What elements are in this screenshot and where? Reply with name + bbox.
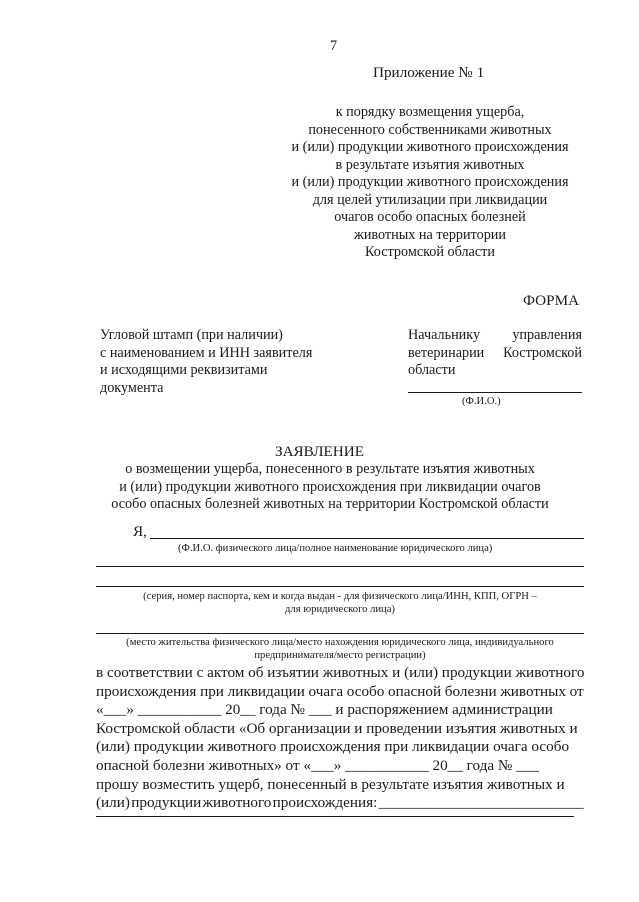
stamp-line: и исходящими реквизитами xyxy=(100,362,268,378)
appendix-description xyxy=(250,104,610,262)
page-number: 7 xyxy=(330,38,338,54)
caption-line: для юридического лица) xyxy=(285,604,395,615)
applicant-fio-line[interactable] xyxy=(150,538,584,539)
body-line: «___» ___________ 20__ года № ___ и распоряжением администрации xyxy=(96,701,553,719)
addressee-fio-caption: (Ф.И.О.) xyxy=(462,396,501,407)
applicant-address-caption xyxy=(80,636,600,662)
applicant-fio-line-2[interactable] xyxy=(96,566,584,567)
stamp-block xyxy=(100,327,312,397)
addressee-word: Костромской xyxy=(503,344,582,361)
body-line: в соответствии с актом об изъятии животных и (или) продукции животного xyxy=(96,664,585,681)
body-line: (или) продукции животного происхождения: ___________________________ xyxy=(96,794,584,812)
statement-subtitle-line: и (или) продукции животного происхождения при ликвидации очагов xyxy=(119,478,541,495)
appendix-line: очагов особо опасных болезней xyxy=(334,209,526,225)
statement-subtitle xyxy=(60,461,600,514)
appendix-line: понесенного собственниками животных xyxy=(308,121,552,138)
damage-description-line[interactable] xyxy=(96,816,574,817)
stamp-line: Угловой штамп (при наличии) xyxy=(100,327,283,343)
applicant-id-caption xyxy=(80,590,600,616)
statement-title: ЗАЯВЛЕНИЕ xyxy=(274,443,365,460)
statement-subtitle-line: особо опасных болезней животных на территории Костромской области xyxy=(111,496,549,512)
body-line: прошу возместить ущерб, понесенный в результате изъятия животных и xyxy=(96,775,565,793)
body-line: опасной болезни животных» от «___» ___________ 20__ года № ___ xyxy=(96,756,539,774)
applicant-fio-caption: (Ф.И.О. физического лица/полное наименование юридического лица) xyxy=(178,543,493,554)
addressee-word: области xyxy=(408,362,456,378)
addressee-block xyxy=(408,327,582,380)
appendix-line: и (или) продукции животного происхождения xyxy=(291,139,569,155)
stamp-line: документа xyxy=(100,379,164,396)
appendix-line: к порядку возмещения ущерба, xyxy=(335,104,525,120)
caption-line: (серия, номер паспорта, кем и когда выдан - для физического лица/ИНН, КПП, ОГРН – xyxy=(143,591,537,602)
body-line: происхождения при ликвидации очага особо опасной болезни животных от xyxy=(96,682,584,700)
addressee-word: Начальнику xyxy=(408,327,481,343)
addressee-fio-line xyxy=(408,392,582,393)
body-line: Костромской области «Об организации и проведении изъятия животных и xyxy=(96,719,578,737)
statement-body xyxy=(96,664,584,813)
appendix-line: животных на территории xyxy=(354,226,506,243)
appendix-line: в результате изъятия животных xyxy=(335,156,525,173)
addressee-word: управления xyxy=(512,327,582,343)
appendix-line: и (или) продукции животного происхождения xyxy=(291,174,569,190)
applicant-address-line[interactable] xyxy=(96,633,584,634)
appendix-title: Приложение № 1 xyxy=(373,64,485,81)
appendix-line: для целей утилизации при ликвидации xyxy=(312,191,548,208)
body-line: (или) продукции животного происхождения при ликвидации очага особо xyxy=(96,738,570,756)
appendix-line: Костромской области xyxy=(365,244,495,260)
applicant-i-label: Я, xyxy=(133,523,147,540)
stamp-line: с наименованием и ИНН заявителя xyxy=(100,344,313,361)
statement-subtitle-line: о возмещении ущерба, понесенного в результате изъятия животных xyxy=(125,461,535,477)
caption-line: предпринимателя/место регистрации) xyxy=(254,650,426,661)
addressee-word: ветеринарии xyxy=(408,344,485,361)
form-label: ФОРМА xyxy=(523,292,580,309)
applicant-id-line[interactable] xyxy=(96,586,584,587)
caption-line: (место жительства физического лица/место нахождения юридического лица, индивидуального xyxy=(126,637,554,648)
